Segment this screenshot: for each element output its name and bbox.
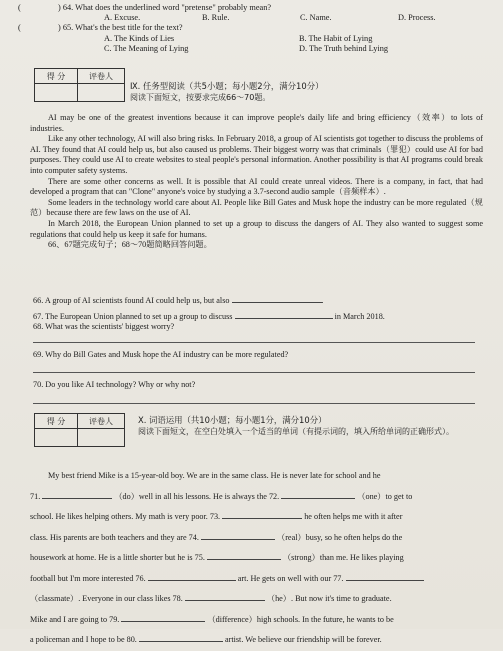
question-65-options-row1 [18,34,498,44]
question-65-options-row2 [18,44,498,54]
passage-paragraph-3: There are some other concerns as well. It is possible that AI could create unreal videos. There is a company, in fact, that had developed a program that can "Clone" anyone's voice by studying a 3.7-second audio sample（音频样本）. [30,176,483,197]
question-66: 66. A group of AI scientists found AI could help us, but also . [33,296,324,305]
grader-label: 评卷人 [89,71,113,81]
score-label: 得 分 [35,69,78,83]
cloze-line-7: （classmate）. Everyone in our class likes 78. （he）. But now it's time to graduate. [30,594,392,603]
blank-72[interactable] [281,490,355,499]
cloze-line-4: class. His parents are both teachers and they are 74. （real）busy, so he often helps do the [30,532,403,542]
cloze-line-3: school. He likes helping others. My math is very poor. 73. he often helps me with it after [30,512,403,521]
cloze-line-1: My best friend Mike is a 15-year-old boy. We are in the same class. He is never late for school and he [48,471,381,480]
answer-line-70[interactable] [33,402,475,404]
option-c: C. Name. [300,13,332,23]
section9-instruction: 阅读下面短文，按要求完成66～70题。 [130,93,271,102]
blank-75[interactable] [207,551,281,560]
blank-80[interactable] [139,633,223,642]
option-a: A. The Kinds of Lies [104,33,175,43]
answer-paren[interactable]: ( [18,23,21,33]
answer-line-69[interactable] [33,371,475,373]
option-c: C. The Meaning of Lying [104,43,189,53]
answer-blank-67[interactable] [235,310,333,319]
grader-label: 评卷人 [89,416,113,426]
section9-heading [130,80,323,104]
section10-title: Ⅹ. 词语运用（共10小题；每小题1分，满分10分） [138,415,327,425]
blank-73[interactable] [222,510,302,519]
cloze-line-2: 71. （do）well in all his lessons. He is always the 72. （one）to get to [30,491,413,501]
score-cell[interactable] [35,84,78,101]
option-b: B. The Habit of Lying [299,33,373,43]
passage-paragraph-4: Some leaders in the technology world care about AI. People like Bill Gates and Musk hope the industry can be more regulated（规范）because there are few laws on the use of AI. [30,197,483,218]
question-64-options [18,13,498,23]
option-b: B. Rule. [202,13,230,23]
option-d: D. The Truth behind Lying [299,43,389,53]
cloze-passage [30,466,483,651]
blank-71[interactable] [42,490,112,499]
cloze-line-8: Mike and I are going to 79. （difference）high schools. In the future, he wants to be [30,614,394,624]
question-70: 70. Do you like AI technology? Why or why not? [33,380,196,389]
blank-76[interactable] [148,572,236,581]
blank-79[interactable] [121,613,205,622]
cloze-line-6: football but I'm more interested 76. art. He gets on well with our 77. [30,569,483,590]
question-67: 67. The European Union planned to set up a group to discuss in March 2018. [33,312,385,321]
question-68: 68. What was the scientists' biggest worry? [33,322,175,331]
blank-77[interactable] [346,572,424,581]
sub-instruction: 66、67题完成句子；68～70题简略回答问题。 [48,240,212,250]
section9-title: Ⅸ. 任务型阅读（共5小题；每小题2分，满分10分） [130,81,324,91]
answer-blank-66[interactable] [232,294,322,303]
section10-heading [138,414,483,438]
grader-cell[interactable] [78,429,124,446]
section10-instruction: 阅读下面短文，在空白处填入一个适当的单词（有提示词的，填入所给单词的正确形式）。 [138,427,454,436]
question-65: ( ) 65. What's the best title for the text? [18,23,183,33]
score-box-section10 [34,413,125,447]
blank-74[interactable] [201,531,275,540]
question-69: 69. Why do Bill Gates and Musk hope the AI industry can be more regulated? [33,350,289,359]
top-questions [18,3,498,54]
score-label: 得 分 [35,414,78,428]
passage-paragraph-5: In March 2018, the European Union planned to set up a group to discuss the dangers of AI. They also wanted to suggest some regulations that could help us keep it safe for humans. [30,218,483,239]
passage-paragraph-2: Like any other technology, AI will also bring risks. In February 2018, a group of AI scientists got together to discuss the problems of AI. They found that AI could help us, but also caused us problems. Their biggest worry was that criminals（罪犯）could use AI for bad purposes. They could use AI to create websites to steal people's personal information. Another possibility is that AI programs could break into computer safety systems. [30,134,483,175]
score-cell[interactable] [35,429,78,446]
cloze-line-9: a policeman and I hope to be 80. artist. We believe our friendship will be forever. [30,635,382,644]
option-d: D. Process. [398,13,436,23]
grader-cell[interactable] [78,84,124,101]
question-64: ( ) 64. What does the underlined word "pretense" probably mean? [18,3,272,12]
answer-line-68[interactable] [33,341,475,343]
answer-paren[interactable]: ( [18,3,21,12]
reading-passage [30,113,483,251]
cloze-line-5: housework at home. He is a little shorter but he is 75. （strong）than me. He likes playing [30,553,404,562]
passage-paragraph-1: AI may be one of the greatest inventions because it can improve people's daily life and bring efficiency（效率）to lots of industries. [30,113,483,133]
blank-78[interactable] [185,592,265,601]
score-box-section9 [34,68,125,102]
option-a: A. Excuse. [104,13,141,23]
